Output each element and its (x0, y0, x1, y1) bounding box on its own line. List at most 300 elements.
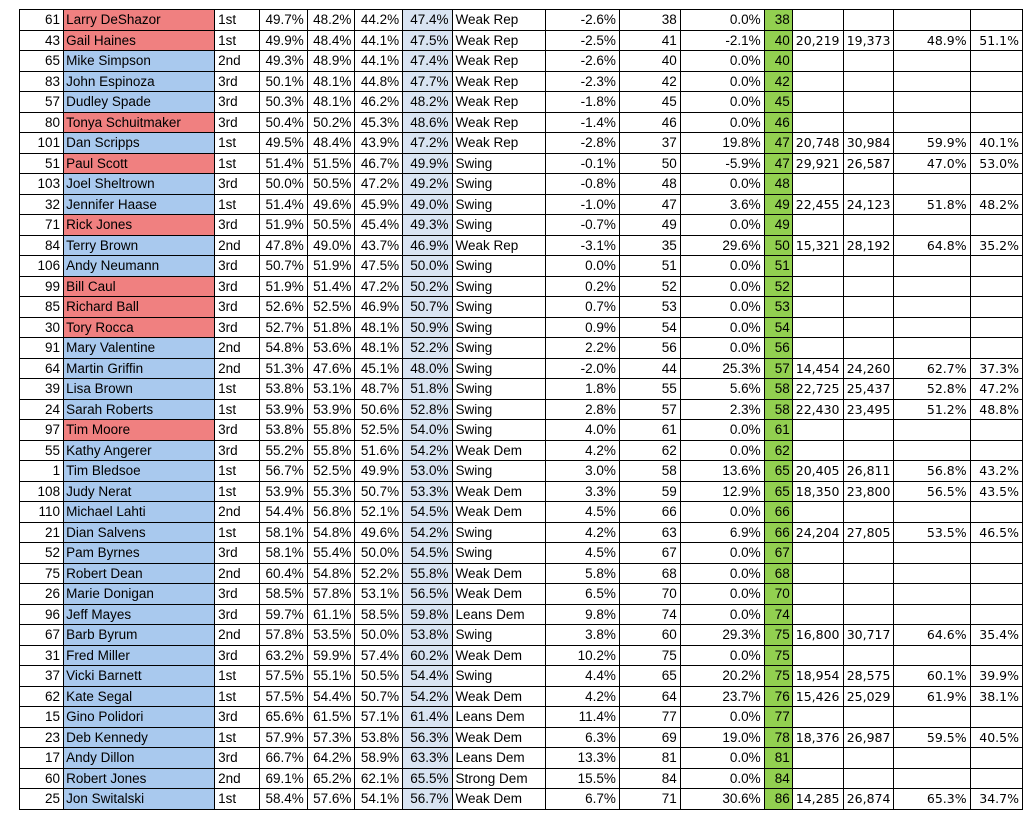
cell-pct-average[interactable]: 50.7% (403, 297, 452, 318)
cell-pct-3[interactable]: 46.7% (355, 153, 403, 174)
cell-district[interactable]: 62 (20, 686, 64, 707)
cell-swing[interactable]: 3.0% (545, 461, 619, 482)
cell-change[interactable]: 19.8% (680, 133, 764, 154)
cell-pct-1[interactable]: 52.6% (260, 297, 308, 318)
cell-change[interactable]: 25.3% (680, 358, 764, 379)
cell-votes-1[interactable]: 16,800 (792, 625, 843, 646)
cell-pct-2[interactable]: 57.6% (307, 789, 355, 810)
cell-share-2[interactable] (970, 297, 1022, 318)
cell-pct-1[interactable]: 53.9% (260, 399, 308, 420)
cell-votes-1[interactable] (792, 604, 843, 625)
cell-rank[interactable]: 61 (764, 420, 792, 441)
cell-rank[interactable]: 57 (764, 358, 792, 379)
cell-pct-1[interactable]: 51.4% (260, 153, 308, 174)
cell-votes-1[interactable]: 22,725 (792, 379, 843, 400)
cell-share-1[interactable] (894, 10, 970, 31)
cell-term[interactable]: 1st (215, 789, 260, 810)
cell-pct-1[interactable]: 49.3% (260, 51, 308, 72)
cell-votes-2[interactable]: 26,874 (843, 789, 894, 810)
cell-index[interactable]: 50 (619, 153, 680, 174)
cell-pct-1[interactable]: 57.5% (260, 666, 308, 687)
cell-swing[interactable]: 0.0% (545, 256, 619, 277)
cell-votes-1[interactable] (792, 420, 843, 441)
cell-term[interactable]: 2nd (215, 768, 260, 789)
cell-votes-2[interactable] (843, 256, 894, 277)
cell-district[interactable]: 51 (20, 153, 64, 174)
cell-swing[interactable]: -0.8% (545, 174, 619, 195)
cell-change[interactable]: 0.0% (680, 71, 764, 92)
cell-change[interactable]: 0.0% (680, 317, 764, 338)
cell-pct-3[interactable]: 48.1% (355, 317, 403, 338)
cell-rating[interactable]: Weak Dem (452, 502, 545, 523)
cell-votes-2[interactable] (843, 112, 894, 133)
cell-term[interactable]: 1st (215, 379, 260, 400)
cell-votes-1[interactable] (792, 748, 843, 769)
cell-pct-2[interactable]: 48.2% (307, 10, 355, 31)
cell-share-1[interactable] (894, 92, 970, 113)
cell-rank[interactable]: 49 (764, 215, 792, 236)
cell-pct-2[interactable]: 61.1% (307, 604, 355, 625)
cell-share-2[interactable]: 51.1% (970, 30, 1022, 51)
cell-votes-2[interactable] (843, 338, 894, 359)
cell-share-1[interactable] (894, 215, 970, 236)
cell-share-2[interactable] (970, 51, 1022, 72)
cell-rating[interactable]: Weak Dem (452, 727, 545, 748)
cell-representative[interactable]: Paul Scott (64, 153, 215, 174)
cell-pct-3[interactable]: 47.5% (355, 256, 403, 277)
cell-swing[interactable]: 3.8% (545, 625, 619, 646)
cell-share-2[interactable] (970, 748, 1022, 769)
cell-pct-1[interactable]: 49.5% (260, 133, 308, 154)
cell-pct-1[interactable]: 50.1% (260, 71, 308, 92)
cell-index[interactable]: 70 (619, 584, 680, 605)
cell-pct-1[interactable]: 51.4% (260, 194, 308, 215)
cell-votes-1[interactable] (792, 297, 843, 318)
cell-votes-2[interactable] (843, 10, 894, 31)
cell-pct-2[interactable]: 49.0% (307, 235, 355, 256)
cell-pct-2[interactable]: 55.8% (307, 440, 355, 461)
cell-pct-3[interactable]: 43.9% (355, 133, 403, 154)
cell-votes-2[interactable] (843, 604, 894, 625)
cell-pct-average[interactable]: 54.4% (403, 666, 452, 687)
cell-share-1[interactable]: 48.9% (894, 30, 970, 51)
cell-pct-2[interactable]: 59.9% (307, 645, 355, 666)
cell-share-1[interactable] (894, 707, 970, 728)
cell-term[interactable]: 2nd (215, 358, 260, 379)
cell-district[interactable]: 101 (20, 133, 64, 154)
cell-term[interactable]: 3rd (215, 317, 260, 338)
cell-pct-3[interactable]: 46.9% (355, 297, 403, 318)
cell-votes-2[interactable] (843, 297, 894, 318)
cell-swing[interactable]: -2.0% (545, 358, 619, 379)
cell-rating[interactable]: Swing (452, 379, 545, 400)
cell-rank[interactable]: 81 (764, 748, 792, 769)
cell-representative[interactable]: Rick Jones (64, 215, 215, 236)
cell-rating[interactable]: Weak Dem (452, 789, 545, 810)
cell-rating[interactable]: Swing (452, 194, 545, 215)
cell-share-2[interactable] (970, 256, 1022, 277)
cell-change[interactable]: -2.1% (680, 30, 764, 51)
cell-share-1[interactable] (894, 440, 970, 461)
cell-pct-3[interactable]: 50.7% (355, 686, 403, 707)
cell-district[interactable]: 31 (20, 645, 64, 666)
cell-pct-2[interactable]: 47.6% (307, 358, 355, 379)
cell-pct-average[interactable]: 56.5% (403, 584, 452, 605)
cell-pct-3[interactable]: 45.9% (355, 194, 403, 215)
cell-pct-average[interactable]: 47.7% (403, 71, 452, 92)
cell-term[interactable]: 3rd (215, 440, 260, 461)
cell-share-1[interactable]: 47.0% (894, 153, 970, 174)
cell-pct-2[interactable]: 57.3% (307, 727, 355, 748)
cell-district[interactable]: 23 (20, 727, 64, 748)
cell-swing[interactable]: 10.2% (545, 645, 619, 666)
cell-rank[interactable]: 49 (764, 194, 792, 215)
cell-district[interactable]: 24 (20, 399, 64, 420)
cell-share-1[interactable]: 64.8% (894, 235, 970, 256)
cell-pct-1[interactable]: 50.3% (260, 92, 308, 113)
cell-votes-1[interactable] (792, 584, 843, 605)
cell-votes-1[interactable] (792, 174, 843, 195)
cell-share-2[interactable]: 35.4% (970, 625, 1022, 646)
cell-rank[interactable]: 56 (764, 338, 792, 359)
cell-votes-2[interactable] (843, 584, 894, 605)
cell-index[interactable]: 45 (619, 92, 680, 113)
cell-change[interactable]: 0.0% (680, 256, 764, 277)
cell-term[interactable]: 3rd (215, 71, 260, 92)
cell-representative[interactable]: Dan Scripps (64, 133, 215, 154)
cell-rank[interactable]: 75 (764, 625, 792, 646)
cell-votes-1[interactable]: 29,921 (792, 153, 843, 174)
cell-votes-1[interactable] (792, 768, 843, 789)
cell-rank[interactable]: 86 (764, 789, 792, 810)
cell-pct-average[interactable]: 60.2% (403, 645, 452, 666)
cell-share-2[interactable]: 48.8% (970, 399, 1022, 420)
cell-rating[interactable]: Swing (452, 338, 545, 359)
cell-representative[interactable]: Robert Dean (64, 563, 215, 584)
cell-pct-3[interactable]: 54.1% (355, 789, 403, 810)
cell-pct-3[interactable]: 44.1% (355, 30, 403, 51)
cell-index[interactable]: 53 (619, 297, 680, 318)
cell-votes-2[interactable]: 26,987 (843, 727, 894, 748)
cell-representative[interactable]: Jennifer Haase (64, 194, 215, 215)
cell-share-1[interactable]: 53.5% (894, 522, 970, 543)
cell-representative[interactable]: Kate Segal (64, 686, 215, 707)
cell-share-2[interactable]: 46.5% (970, 522, 1022, 543)
cell-change[interactable]: 0.0% (680, 174, 764, 195)
cell-term[interactable]: 1st (215, 194, 260, 215)
cell-change[interactable]: 23.7% (680, 686, 764, 707)
cell-share-2[interactable]: 43.5% (970, 481, 1022, 502)
cell-term[interactable]: 3rd (215, 215, 260, 236)
cell-pct-average[interactable]: 59.8% (403, 604, 452, 625)
cell-pct-3[interactable]: 45.4% (355, 215, 403, 236)
cell-rank[interactable]: 58 (764, 379, 792, 400)
cell-pct-2[interactable]: 52.5% (307, 461, 355, 482)
cell-pct-1[interactable]: 51.9% (260, 276, 308, 297)
cell-pct-3[interactable]: 57.4% (355, 645, 403, 666)
cell-pct-1[interactable]: 47.8% (260, 235, 308, 256)
cell-pct-3[interactable]: 43.7% (355, 235, 403, 256)
cell-share-2[interactable] (970, 71, 1022, 92)
cell-representative[interactable]: Pam Byrnes (64, 543, 215, 564)
cell-index[interactable]: 49 (619, 215, 680, 236)
cell-swing[interactable]: 4.2% (545, 522, 619, 543)
cell-district[interactable]: 97 (20, 420, 64, 441)
cell-rating[interactable]: Swing (452, 174, 545, 195)
cell-share-2[interactable]: 34.7% (970, 789, 1022, 810)
cell-swing[interactable]: 1.8% (545, 379, 619, 400)
cell-share-1[interactable] (894, 420, 970, 441)
cell-pct-1[interactable]: 58.4% (260, 789, 308, 810)
cell-votes-2[interactable] (843, 563, 894, 584)
cell-pct-average[interactable]: 47.4% (403, 10, 452, 31)
cell-pct-average[interactable]: 54.5% (403, 543, 452, 564)
cell-term[interactable]: 3rd (215, 297, 260, 318)
cell-pct-1[interactable]: 51.3% (260, 358, 308, 379)
cell-rating[interactable]: Weak Dem (452, 584, 545, 605)
cell-share-1[interactable] (894, 317, 970, 338)
cell-votes-1[interactable] (792, 563, 843, 584)
cell-representative[interactable]: Larry DeShazor (64, 10, 215, 31)
cell-swing[interactable]: -0.1% (545, 153, 619, 174)
cell-change[interactable]: -5.9% (680, 153, 764, 174)
cell-share-1[interactable] (894, 543, 970, 564)
cell-change[interactable]: 0.0% (680, 440, 764, 461)
cell-swing[interactable]: -1.4% (545, 112, 619, 133)
cell-change[interactable]: 5.6% (680, 379, 764, 400)
cell-pct-2[interactable]: 51.9% (307, 256, 355, 277)
cell-representative[interactable]: Gino Polidori (64, 707, 215, 728)
cell-swing[interactable]: -2.6% (545, 51, 619, 72)
cell-rank[interactable]: 52 (764, 276, 792, 297)
cell-pct-1[interactable]: 65.6% (260, 707, 308, 728)
cell-share-1[interactable] (894, 276, 970, 297)
cell-rating[interactable]: Weak Rep (452, 112, 545, 133)
cell-term[interactable]: 3rd (215, 543, 260, 564)
cell-pct-3[interactable]: 48.1% (355, 338, 403, 359)
cell-votes-1[interactable]: 14,454 (792, 358, 843, 379)
cell-index[interactable]: 68 (619, 563, 680, 584)
cell-pct-average[interactable]: 47.2% (403, 133, 452, 154)
cell-share-1[interactable]: 56.8% (894, 461, 970, 482)
cell-pct-average[interactable]: 50.9% (403, 317, 452, 338)
cell-pct-average[interactable]: 52.8% (403, 399, 452, 420)
cell-share-2[interactable]: 39.9% (970, 666, 1022, 687)
cell-rating[interactable]: Leans Dem (452, 707, 545, 728)
cell-pct-3[interactable]: 57.1% (355, 707, 403, 728)
cell-district[interactable]: 106 (20, 256, 64, 277)
cell-change[interactable]: 0.0% (680, 543, 764, 564)
cell-pct-1[interactable]: 50.7% (260, 256, 308, 277)
cell-rating[interactable]: Weak Dem (452, 563, 545, 584)
cell-votes-2[interactable] (843, 174, 894, 195)
cell-pct-1[interactable]: 50.0% (260, 174, 308, 195)
cell-share-2[interactable] (970, 563, 1022, 584)
cell-swing[interactable]: 4.0% (545, 420, 619, 441)
cell-share-1[interactable]: 59.5% (894, 727, 970, 748)
cell-change[interactable]: 0.0% (680, 276, 764, 297)
cell-representative[interactable]: Dian Salvens (64, 522, 215, 543)
cell-votes-2[interactable] (843, 420, 894, 441)
cell-pct-1[interactable]: 53.8% (260, 379, 308, 400)
cell-index[interactable]: 54 (619, 317, 680, 338)
cell-pct-2[interactable]: 55.4% (307, 543, 355, 564)
cell-term[interactable]: 1st (215, 461, 260, 482)
cell-term[interactable]: 3rd (215, 92, 260, 113)
cell-index[interactable]: 64 (619, 686, 680, 707)
cell-share-1[interactable] (894, 71, 970, 92)
cell-pct-1[interactable]: 54.8% (260, 338, 308, 359)
cell-rating[interactable]: Swing (452, 215, 545, 236)
cell-rank[interactable]: 48 (764, 174, 792, 195)
cell-pct-1[interactable]: 56.7% (260, 461, 308, 482)
cell-representative[interactable]: Kathy Angerer (64, 440, 215, 461)
cell-pct-3[interactable]: 52.1% (355, 502, 403, 523)
cell-district[interactable]: 110 (20, 502, 64, 523)
cell-pct-3[interactable]: 52.2% (355, 563, 403, 584)
cell-swing[interactable]: 9.8% (545, 604, 619, 625)
cell-index[interactable]: 48 (619, 174, 680, 195)
cell-rank[interactable]: 66 (764, 522, 792, 543)
cell-index[interactable]: 77 (619, 707, 680, 728)
cell-pct-1[interactable]: 49.9% (260, 30, 308, 51)
cell-votes-2[interactable] (843, 543, 894, 564)
cell-swing[interactable]: 0.2% (545, 276, 619, 297)
cell-share-1[interactable]: 64.6% (894, 625, 970, 646)
cell-votes-2[interactable]: 30,984 (843, 133, 894, 154)
cell-district[interactable]: 15 (20, 707, 64, 728)
cell-pct-1[interactable]: 57.9% (260, 727, 308, 748)
cell-change[interactable]: 0.0% (680, 645, 764, 666)
cell-pct-3[interactable]: 50.0% (355, 625, 403, 646)
cell-pct-average[interactable]: 48.2% (403, 92, 452, 113)
cell-share-1[interactable]: 51.8% (894, 194, 970, 215)
cell-votes-2[interactable] (843, 748, 894, 769)
cell-index[interactable]: 37 (619, 133, 680, 154)
cell-district[interactable]: 108 (20, 481, 64, 502)
cell-swing[interactable]: -0.7% (545, 215, 619, 236)
cell-pct-3[interactable]: 44.1% (355, 51, 403, 72)
cell-rating[interactable]: Swing (452, 276, 545, 297)
cell-pct-3[interactable]: 53.1% (355, 584, 403, 605)
cell-pct-average[interactable]: 65.5% (403, 768, 452, 789)
cell-district[interactable]: 25 (20, 789, 64, 810)
cell-votes-1[interactable] (792, 543, 843, 564)
cell-pct-average[interactable]: 50.0% (403, 256, 452, 277)
cell-share-1[interactable]: 52.8% (894, 379, 970, 400)
cell-swing[interactable]: 6.5% (545, 584, 619, 605)
cell-rating[interactable]: Swing (452, 153, 545, 174)
cell-share-2[interactable] (970, 768, 1022, 789)
cell-share-2[interactable] (970, 584, 1022, 605)
cell-pct-average[interactable]: 48.6% (403, 112, 452, 133)
cell-change[interactable]: 0.0% (680, 584, 764, 605)
cell-rank[interactable]: 76 (764, 686, 792, 707)
cell-term[interactable]: 3rd (215, 256, 260, 277)
cell-share-1[interactable]: 61.9% (894, 686, 970, 707)
cell-pct-average[interactable]: 46.9% (403, 235, 452, 256)
cell-district[interactable]: 57 (20, 92, 64, 113)
cell-share-1[interactable] (894, 563, 970, 584)
cell-change[interactable]: 0.0% (680, 563, 764, 584)
cell-change[interactable]: 0.0% (680, 215, 764, 236)
cell-pct-2[interactable]: 53.5% (307, 625, 355, 646)
cell-votes-2[interactable]: 27,805 (843, 522, 894, 543)
cell-share-2[interactable] (970, 645, 1022, 666)
cell-district[interactable]: 65 (20, 51, 64, 72)
cell-index[interactable]: 42 (619, 71, 680, 92)
cell-representative[interactable]: Tory Rocca (64, 317, 215, 338)
cell-pct-2[interactable]: 57.8% (307, 584, 355, 605)
cell-votes-1[interactable] (792, 645, 843, 666)
cell-votes-2[interactable] (843, 92, 894, 113)
cell-term[interactable]: 3rd (215, 707, 260, 728)
cell-rating[interactable]: Swing (452, 256, 545, 277)
cell-pct-1[interactable]: 57.8% (260, 625, 308, 646)
cell-representative[interactable]: Jeff Mayes (64, 604, 215, 625)
cell-rating[interactable]: Swing (452, 420, 545, 441)
cell-representative[interactable]: Barb Byrum (64, 625, 215, 646)
cell-change[interactable]: 2.3% (680, 399, 764, 420)
cell-swing[interactable]: 0.9% (545, 317, 619, 338)
cell-index[interactable]: 52 (619, 276, 680, 297)
cell-district[interactable]: 26 (20, 584, 64, 605)
cell-votes-1[interactable]: 20,219 (792, 30, 843, 51)
cell-swing[interactable]: 6.7% (545, 789, 619, 810)
cell-pct-3[interactable]: 44.8% (355, 71, 403, 92)
cell-rank[interactable]: 84 (764, 768, 792, 789)
cell-index[interactable]: 67 (619, 543, 680, 564)
cell-swing[interactable]: 3.3% (545, 481, 619, 502)
cell-rating[interactable]: Weak Rep (452, 51, 545, 72)
cell-pct-average[interactable]: 53.3% (403, 481, 452, 502)
cell-district[interactable]: 83 (20, 71, 64, 92)
cell-representative[interactable]: Mary Valentine (64, 338, 215, 359)
cell-district[interactable]: 21 (20, 522, 64, 543)
cell-swing[interactable]: -2.3% (545, 71, 619, 92)
cell-district[interactable]: 71 (20, 215, 64, 236)
cell-representative[interactable]: Tonya Schuitmaker (64, 112, 215, 133)
cell-share-1[interactable] (894, 768, 970, 789)
cell-votes-1[interactable]: 15,321 (792, 235, 843, 256)
cell-rating[interactable]: Leans Dem (452, 604, 545, 625)
cell-votes-1[interactable]: 22,455 (792, 194, 843, 215)
cell-swing[interactable]: 4.5% (545, 502, 619, 523)
cell-pct-3[interactable]: 47.2% (355, 276, 403, 297)
cell-swing[interactable]: -3.1% (545, 235, 619, 256)
cell-index[interactable]: 55 (619, 379, 680, 400)
cell-pct-average[interactable]: 54.5% (403, 502, 452, 523)
cell-votes-2[interactable] (843, 645, 894, 666)
cell-term[interactable]: 1st (215, 10, 260, 31)
cell-swing[interactable]: 2.2% (545, 338, 619, 359)
cell-share-2[interactable] (970, 707, 1022, 728)
cell-votes-1[interactable] (792, 215, 843, 236)
cell-representative[interactable]: Michael Lahti (64, 502, 215, 523)
cell-rank[interactable]: 40 (764, 51, 792, 72)
cell-district[interactable]: 99 (20, 276, 64, 297)
cell-term[interactable]: 1st (215, 522, 260, 543)
cell-share-1[interactable]: 51.2% (894, 399, 970, 420)
cell-term[interactable]: 1st (215, 153, 260, 174)
cell-representative[interactable]: Martin Griffin (64, 358, 215, 379)
cell-index[interactable]: 58 (619, 461, 680, 482)
cell-share-1[interactable] (894, 502, 970, 523)
cell-votes-2[interactable]: 30,717 (843, 625, 894, 646)
cell-pct-average[interactable]: 54.0% (403, 420, 452, 441)
cell-pct-3[interactable]: 47.2% (355, 174, 403, 195)
cell-votes-1[interactable] (792, 502, 843, 523)
